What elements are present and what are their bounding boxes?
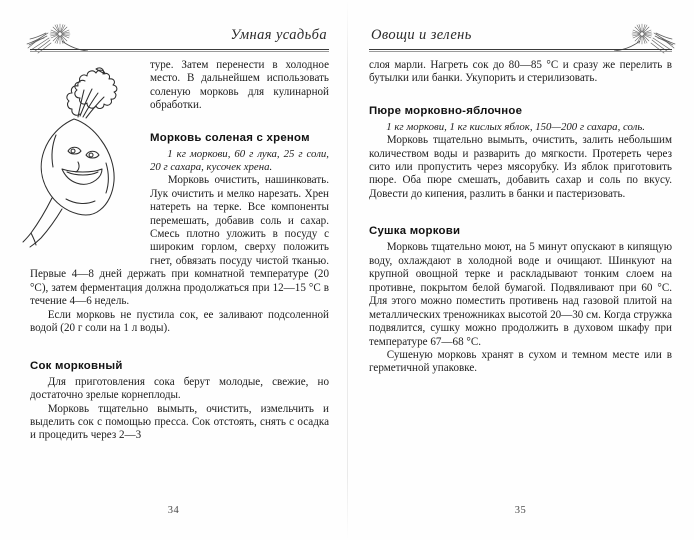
right-page [347,0,694,540]
ingredients-salted-carrot: 1 кг моркови, 60 г лука, 25 г соли, 20 г сахара, кусочек хрена. [150,147,329,174]
recipe-paragraph: Если морковь не пустила сок, ее заливают подсоленной водой (20 г соли на 1 л воды). [30,308,329,335]
left-running-title: Умная усадьба [230,26,327,43]
recipe-paragraph: Сушеную морковь хранят в сухом и темном месте или в герметичной упаковке. [369,349,672,375]
right-page-body [369,59,672,376]
section-spacer [369,201,672,213]
recipe-paragraph: Морковь очистить, нашинковать. Лук очистить и мелко нарезать. Хрен натереть на терке. Все компоненты перемешать, добавив соль и сахар. Смесь плотно уложить в посуду с широким горлом, сверху положить гнет, обвязать посуду чистой тканью. Первые 4—8 дней держать при комнатной температуре (20 °C), затем ферментация должна продолжаться при 12—15 °C в течение 4—6 недель. [30,174,329,308]
recipe-paragraph: Для приготовления сока берут молодые, свежие, но достаточно зрелые корнеплоды. [30,375,329,402]
recipe-heading-salted-carrot: Морковь соленая с хреном [150,131,310,144]
right-page-header [369,14,672,56]
left-page-body [30,59,329,443]
ingredients-carrot-apple-puree: 1 кг моркови, 1 кг кислых яблок, 150—200 г сахара, соль. [386,120,645,133]
right-page-number: 35 [514,505,527,516]
recipe-paragraph: Морковь тщательно вымыть, очистить, измельчить и выделить сок с помощью пресса. Сок отстоять, снять с осадка и процедить через 2—3 [30,402,329,442]
header-rule [369,49,672,50]
recipe-heading-carrot-juice: Сок морковный [30,359,123,372]
left-page-number: 34 [167,505,180,516]
page-gutter [347,0,348,540]
recipe-paragraph: Морковь тщательно вымыть, очистить, залить небольшим количеством воды и разварить до мягкости. Протереть через сито или пропустить через мясорубку. Из яблок приготовить пюре. Оба пюре смешать, добавить сахар и соль по вкусу. Довести до кипения, разлить в банки и пастеризовать. [369,134,672,200]
recipe-heading-carrot-drying: Сушка моркови [369,225,461,238]
left-page-header [30,14,329,56]
left-continued-paragraph: туре. Затем перенести в холодное место. В дальнейшем использовать соленую морковь для кулинарной обработки. [150,59,329,112]
section-spacer [30,336,329,348]
paragraph-spacer [369,86,672,93]
header-rule [30,49,329,50]
recipe-paragraph: Морковь тщательно моют, на 5 минут опускают в кипящую воду, охлаждают в холодной воде и очищают. Шинкуют на крупной овощной терке и раскладывают тонким слоем на противне, покрытом белой бумагой. Подвяливают при 60 °C. Для этого можно поместить противень над газовой плитой на металлических треножниках высотой 20—30 см. Когда стружка подвялится, сушку можно продолжить в духовом шкафу при температуре 67—68 °C. [369,241,672,348]
right-continued-paragraph: слоя марли. Нагреть сок до 80—85 °C и сразу же перелить в бутылки или банки. Укупорить и стерилизовать. [369,59,672,85]
recipe-heading-carrot-apple-puree: Пюре морковно-яблочное [369,104,523,117]
carrot-illustration [22,59,144,255]
right-running-title: Овощи и зелень [371,26,472,43]
